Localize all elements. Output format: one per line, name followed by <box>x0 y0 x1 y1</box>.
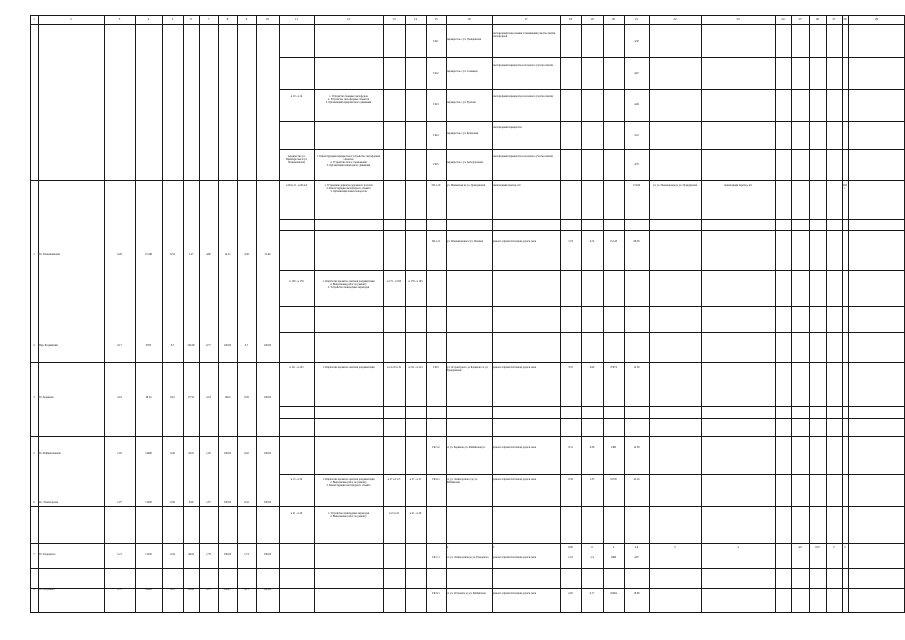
grid-line <box>649 15 650 612</box>
table-cell: 1. Устранение дефектов дорожного полотна 2. Реконструкция светофорного объекта 3. Организация левых поворотов <box>324 184 373 193</box>
table-cell: 4,49 <box>634 103 639 106</box>
table-cell: Ул. Плановчанская <box>39 253 60 256</box>
column-number: 4 <box>147 17 150 21</box>
column-number: 7 <box>207 17 210 21</box>
column-number: 27 <box>832 17 836 21</box>
table-cell: н 211 - н 225 <box>289 366 304 369</box>
column-number: 5 <box>171 17 174 21</box>
grid-line <box>279 219 848 220</box>
table-cell: ул. Островатского до Бориново от ул. Гражданской <box>447 366 489 372</box>
table-cell: 100,00 <box>263 452 272 455</box>
table-cell: 1,21 <box>117 553 122 556</box>
grid-line <box>30 436 905 437</box>
grid-line <box>560 15 561 612</box>
column-number: 19 <box>590 17 594 21</box>
table-cell: 1,79 <box>206 553 211 556</box>
table-cell: 100,00 <box>263 501 272 504</box>
grid-line <box>848 406 905 407</box>
grid-line <box>256 15 257 612</box>
grid-line <box>30 180 905 181</box>
table-cell: 5 <box>33 452 35 455</box>
table-cell: 100,00 <box>223 452 232 455</box>
grid-line <box>848 612 905 613</box>
table-cell: 0 <box>844 546 846 549</box>
table-cell: н 21 - н 20 <box>290 512 303 515</box>
grid-line <box>826 15 827 612</box>
table-cell: ремонт асфальтобетонной дороги, кв.м <box>493 446 537 449</box>
table-cell: 100,00 <box>263 344 272 347</box>
table-cell: 4 <box>737 546 739 549</box>
grid-line <box>30 362 905 363</box>
grid-line <box>581 15 582 612</box>
grid-line <box>30 15 31 612</box>
table-cell: 28 54 <box>145 396 152 399</box>
table-cell: 2,02 <box>568 592 573 595</box>
table-cell: 1,07 <box>206 501 211 504</box>
table-cell: ул. Плановчанская 2 ул. Полевая <box>447 240 483 243</box>
grid-line <box>775 15 776 612</box>
table-cell: 5 <box>493 546 495 549</box>
table-cell: ГЯ-8-1 <box>432 592 440 595</box>
table-cell: перекрестка ул. Прамбергская и ул. Плановчанская <box>285 155 308 164</box>
table-cell: 0,36 <box>170 501 175 504</box>
table-cell: 4,30 <box>634 40 639 43</box>
table-cell: от ул. Бориново ул. Рейбинская ул. <box>447 446 486 449</box>
table-cell: ул. Нежинская на ул. Гражданской <box>447 184 486 187</box>
table-cell: 0,39 <box>589 446 595 449</box>
table-cell: от ул. Островать до ул. Рейбинская <box>447 592 486 595</box>
table-cell: 1,57 <box>117 588 122 591</box>
grid-line <box>38 15 39 612</box>
grid-line <box>842 15 843 612</box>
table-cell: 4,97 <box>634 556 639 559</box>
table-cell: 3070 <box>145 344 152 347</box>
grid-line <box>848 149 905 150</box>
column-number: 21 <box>635 17 638 21</box>
table-cell: 0,42 <box>244 452 249 455</box>
table-cell: пешеходный переход, шт <box>724 184 752 187</box>
table-cell: 1. Разработка проектно-сметной документации <box>322 366 375 369</box>
table-cell: 0 <box>833 546 835 549</box>
table-cell: 66,56 <box>633 240 640 243</box>
table-cell: 27,52 <box>188 396 194 399</box>
table-cell: от ул. Элеваторская 2 до ул. Рейбинская <box>447 478 479 484</box>
table-cell: 2,19 <box>117 396 122 399</box>
table-cell: н 27 н 2 н 5 <box>387 478 401 481</box>
grid-line <box>279 332 848 333</box>
table-cell: 100,00 <box>223 344 232 347</box>
table-cell: Ул. Бориново <box>39 396 54 399</box>
column-number: 13 <box>392 17 396 21</box>
table-cell: 0 <box>591 546 593 549</box>
table-cell: 14,15 <box>224 253 231 256</box>
column-number: 25 <box>798 17 802 21</box>
table-cell: ГЯ-6-1 <box>432 478 440 481</box>
table-cell: 1 47 <box>188 253 194 256</box>
table-cell: ремонт асфальтобетонной дороги, кв.м <box>493 556 537 559</box>
table-cell: 1463 <box>610 446 617 449</box>
table-cell: 4 <box>612 546 615 549</box>
table-cell: 1,07 <box>117 501 122 504</box>
table-cell: 8 <box>33 588 35 591</box>
table-cell: 1,4 <box>590 556 594 559</box>
grid-line <box>791 15 792 612</box>
column-number: 2 <box>70 17 72 21</box>
table-cell: 0,17 <box>117 344 122 347</box>
table-cell: 264 т <box>843 184 847 190</box>
table-cell: 27074 <box>610 366 617 369</box>
table-cell: н 15 - н 20 <box>290 478 303 481</box>
table-cell: Ул. Рейбинскаяская <box>39 452 61 455</box>
grid-line <box>848 15 905 16</box>
table-cell: 0,17 <box>589 592 595 595</box>
table-cell: 51,46 <box>264 253 271 256</box>
table-cell: Пер. Балдайский <box>39 344 58 347</box>
table-cell: н 21 н 22 <box>389 512 399 515</box>
grid-line <box>183 15 184 612</box>
table-cell: н 130 - н 176 <box>289 280 304 283</box>
grid-line <box>279 306 848 307</box>
table-cell: н 10 - н 14 <box>290 95 303 98</box>
table-cell: 100,0 <box>224 396 231 399</box>
grid-line <box>279 24 848 25</box>
table-cell: от ул. Элеваторская до ул. Раздорного <box>447 556 489 559</box>
grid-line <box>848 57 905 58</box>
grid-line <box>279 230 848 231</box>
table-cell: 16 09 <box>633 592 640 595</box>
table-cell: н 20-н 21 - н 26-н 9 <box>285 184 308 187</box>
table-cell: 0,59 <box>244 396 249 399</box>
table-cell: 0,31 <box>568 446 573 449</box>
grid-line <box>848 306 905 307</box>
table-cell: 4,60 <box>206 253 211 256</box>
column-number: 18 <box>569 17 572 21</box>
table-cell <box>315 126 382 148</box>
column-number: 23 <box>736 17 740 21</box>
table-cell: 1,05 <box>117 452 122 455</box>
table-cell: 7,43 <box>568 240 573 243</box>
grid-line <box>848 270 905 271</box>
table-cell: 1. Устройство пешеходных переходов 2. Выполнение работ по ремонту <box>327 512 370 518</box>
column-number: 8 <box>226 17 229 21</box>
table-cell: ГЯ-4 <box>433 134 439 137</box>
table-cell: 1. Реконструкция перекрестка и устройство светофорных объектов 2. Устройство полос торможения 3. Организация пешеходного движения <box>316 155 381 167</box>
table-cell <box>315 64 382 86</box>
table-cell: 100,00 <box>263 396 272 399</box>
table-cell: светофорный перекрестка в полезного участка сметия <box>493 64 553 67</box>
column-number: 29 <box>875 17 878 21</box>
table-cell: ГЯ-5-2 <box>432 446 440 449</box>
column-number: 17 <box>524 17 528 21</box>
table-cell: 1,74 <box>244 553 249 556</box>
grid-line <box>279 406 848 407</box>
table-cell: 0,46 <box>170 452 175 455</box>
table-cell: 14 58 <box>633 446 640 449</box>
table-cell: 4,90 <box>589 366 595 369</box>
table-cell: 1 <box>33 253 35 256</box>
table-cell <box>280 126 313 148</box>
table-cell: 4 <box>447 546 449 549</box>
table-cell: 43,16 <box>633 478 640 481</box>
table-cell: 100,00 <box>223 553 232 556</box>
table-cell: 16494 <box>610 592 617 595</box>
table-cell: ГЯ-7-1 <box>432 556 440 559</box>
grid-line <box>135 15 136 612</box>
table-cell: 0,98 <box>188 501 194 504</box>
column-number: 20 <box>612 17 615 21</box>
grid-line <box>279 612 848 613</box>
table-cell: 100,07 <box>223 588 232 591</box>
grid-line <box>199 15 200 612</box>
table-cell: светофорный перекрестка в полезного участка сметия <box>493 155 553 158</box>
table-cell: 100,00 <box>187 344 195 347</box>
table-cell: 4,70 <box>634 163 639 166</box>
grid-line <box>279 418 848 419</box>
table-cell: 20,08 <box>188 588 194 591</box>
table-cell: ремонт асфальтобетонной дороги, кв.м <box>493 366 537 369</box>
table-cell: ГЯ-1 <box>433 40 439 43</box>
grid-line <box>279 121 848 122</box>
table-cell: 4,67 <box>634 72 639 75</box>
grid-line <box>848 89 905 90</box>
column-number: 1 <box>33 17 35 21</box>
table-cell: н 175 - н 190 <box>386 280 401 283</box>
table-cell <box>315 32 382 54</box>
column-number: 3 <box>118 17 121 21</box>
table-cell: 0,39 <box>568 478 573 481</box>
table-cell: ГЯ-3 <box>433 366 439 369</box>
table-cell: пешеходный переход, шт <box>493 184 521 187</box>
table-cell: 0,07 <box>815 546 820 549</box>
table-cell: ГЯ-5 <box>433 163 439 166</box>
table-cell: н 212 - н 214 <box>408 366 423 369</box>
grid-line <box>279 89 848 90</box>
table-cell: 1,19 <box>568 556 573 559</box>
table-cell: н 2 н 10 н 19 <box>387 366 401 369</box>
grid-line <box>848 418 905 419</box>
table-cell: ГЯ-2 <box>433 72 439 75</box>
table-cell: 15,143 <box>609 240 618 243</box>
table-cell: 14 59 <box>633 366 640 369</box>
table-cell: ГЯ-3 <box>433 103 439 106</box>
table-cell: 0,13 <box>244 588 249 591</box>
table-cell: 0,32 <box>244 501 249 504</box>
table-cell: 16720 <box>610 478 617 481</box>
column-number: 16 <box>467 17 471 21</box>
table-cell: 15 440 <box>144 253 153 256</box>
table-cell: 100,00 <box>223 501 232 504</box>
table-cell: 3 <box>33 396 35 399</box>
grid-line <box>848 230 905 231</box>
table-cell: 6,00 <box>568 546 573 549</box>
table-cell: ремонт асфальтобетонной дороги, кв.м <box>493 592 537 595</box>
grid-line <box>701 15 702 612</box>
grid-line <box>848 15 849 612</box>
table-cell: 1,35 <box>589 478 595 481</box>
table-cell: 4,38 <box>244 253 249 256</box>
table-cell: Ул. Островать <box>39 588 55 591</box>
table-cell: 1. Разработка проектно-сметной документации 2. Выполнение работ по ремонту 3. Устройство пешеходных переходов <box>322 280 375 289</box>
table-cell: ул. ул. Пахомовская до ул. Гражданской <box>653 184 697 187</box>
grid-line <box>162 15 163 612</box>
grid-line <box>848 24 905 25</box>
table-cell: перекресток с ул. Сальница <box>447 70 478 73</box>
table-cell: 0,7 <box>170 344 175 347</box>
grid-line <box>30 506 905 507</box>
table-cell: 100,00 <box>263 588 272 591</box>
table-cell: 4,74 <box>589 240 595 243</box>
table-cell: 3,35 <box>568 366 573 369</box>
table-cell: светофорный перекрестка в полезного участка сметия <box>493 95 553 98</box>
table-cell: ГЯ-1-10 <box>431 184 441 187</box>
table-cell: 1. Разработка проектно-сметной документации 2. Выполнение работ по ремонту 3. Реконструкция светофорного объекта <box>322 478 375 487</box>
column-number: 9 <box>245 17 248 21</box>
table-cell: н 27 - н 31 <box>409 478 422 481</box>
grid-line <box>279 57 848 58</box>
table-cell: светофорный пересечении и повышения участка сметия светофорной <box>493 32 556 38</box>
table-cell: н 178 - н 193 <box>408 280 423 283</box>
table-cell <box>280 64 313 86</box>
table-cell: 0,61 <box>170 396 175 399</box>
column-number: 14 <box>414 17 417 21</box>
table-cell: 4,6 <box>634 546 639 549</box>
grid-line <box>809 15 810 612</box>
table-cell: 7 <box>33 553 35 556</box>
grid-line <box>279 474 848 475</box>
grid-line <box>104 15 105 612</box>
table-cell: перекресток с ул. Кузнечная <box>447 132 479 135</box>
grid-line <box>237 15 238 612</box>
grid-line <box>30 543 905 544</box>
column-number: 12 <box>347 17 350 21</box>
table-cell: 0,7 <box>244 344 249 347</box>
table-cell: 0,29 <box>117 253 122 256</box>
table-cell: 43,81 <box>188 452 194 455</box>
table-cell: 6 <box>33 501 35 504</box>
table-cell: 11540 <box>145 553 152 556</box>
table-cell: перекресток с ул. Гражданская <box>447 38 481 41</box>
table-cell: 48,04 <box>188 553 194 556</box>
table-cell: ГЯ-1-11 <box>431 240 441 243</box>
grid-line <box>848 121 905 122</box>
table-cell: 0,77 <box>206 344 211 347</box>
table-cell: 3,10 <box>634 134 639 137</box>
grid-line <box>848 474 905 475</box>
table-cell: 1,05 <box>206 452 211 455</box>
grid-line <box>279 270 848 271</box>
table-cell: перекресток с ул. Автодорожная <box>447 161 483 164</box>
column-number: 22 <box>673 17 677 21</box>
table-cell: Ул. Раздорного <box>39 553 56 556</box>
table-cell: 0 <box>674 546 676 549</box>
grid-line <box>848 506 905 507</box>
grid-line <box>603 15 604 612</box>
table-cell: 14480 <box>145 452 152 455</box>
table-cell <box>280 32 313 54</box>
table-cell: 2 <box>33 344 35 347</box>
grid-line <box>30 588 905 589</box>
table-cell: 16490 <box>145 588 152 591</box>
grid-line <box>848 219 905 220</box>
table-cell: 0,01 <box>170 588 175 591</box>
table-cell: ремонт асфальтобетонной дороги, кв.м <box>493 478 537 481</box>
table-cell: 100,00 <box>263 553 272 556</box>
table-cell: светофорный перекрестка <box>493 126 522 129</box>
column-number: 28 <box>843 17 847 21</box>
table-cell: 4,6 <box>798 546 802 549</box>
column-number: 24 <box>781 17 785 21</box>
grid-line <box>30 15 848 16</box>
column-number: 10 <box>266 17 269 21</box>
table-cell: 0,44 <box>170 553 175 556</box>
table-cell: 1960 <box>610 556 617 559</box>
table-cell: перекресток с ул. Уралова <box>447 101 476 104</box>
column-number: 26 <box>816 17 819 21</box>
table-cell: 2,19 <box>206 396 211 399</box>
table-cell: 0,54 <box>170 253 175 256</box>
table-cell: ремонт асфальтобетонной дороги, кв.м <box>493 240 537 243</box>
column-number: 6 <box>190 17 192 21</box>
grid-line <box>218 15 219 612</box>
grid-line <box>30 568 905 569</box>
table-cell: Ул. Элеваторская <box>39 501 58 504</box>
table-cell: 174,00 <box>632 184 641 187</box>
table-cell: 1,57 <box>206 588 211 591</box>
table-cell: н 21 - н 29 <box>409 512 422 515</box>
grid-line <box>279 149 848 150</box>
grid-line <box>848 332 905 333</box>
column-number: 15 <box>434 17 438 21</box>
table-cell: 17400 <box>145 501 152 504</box>
table-cell: 1. Устройство боковых светофоров 2. Устройство светофорных объектов 3. Организация приоритетного движения <box>325 95 372 104</box>
column-number: 11 <box>295 17 298 21</box>
